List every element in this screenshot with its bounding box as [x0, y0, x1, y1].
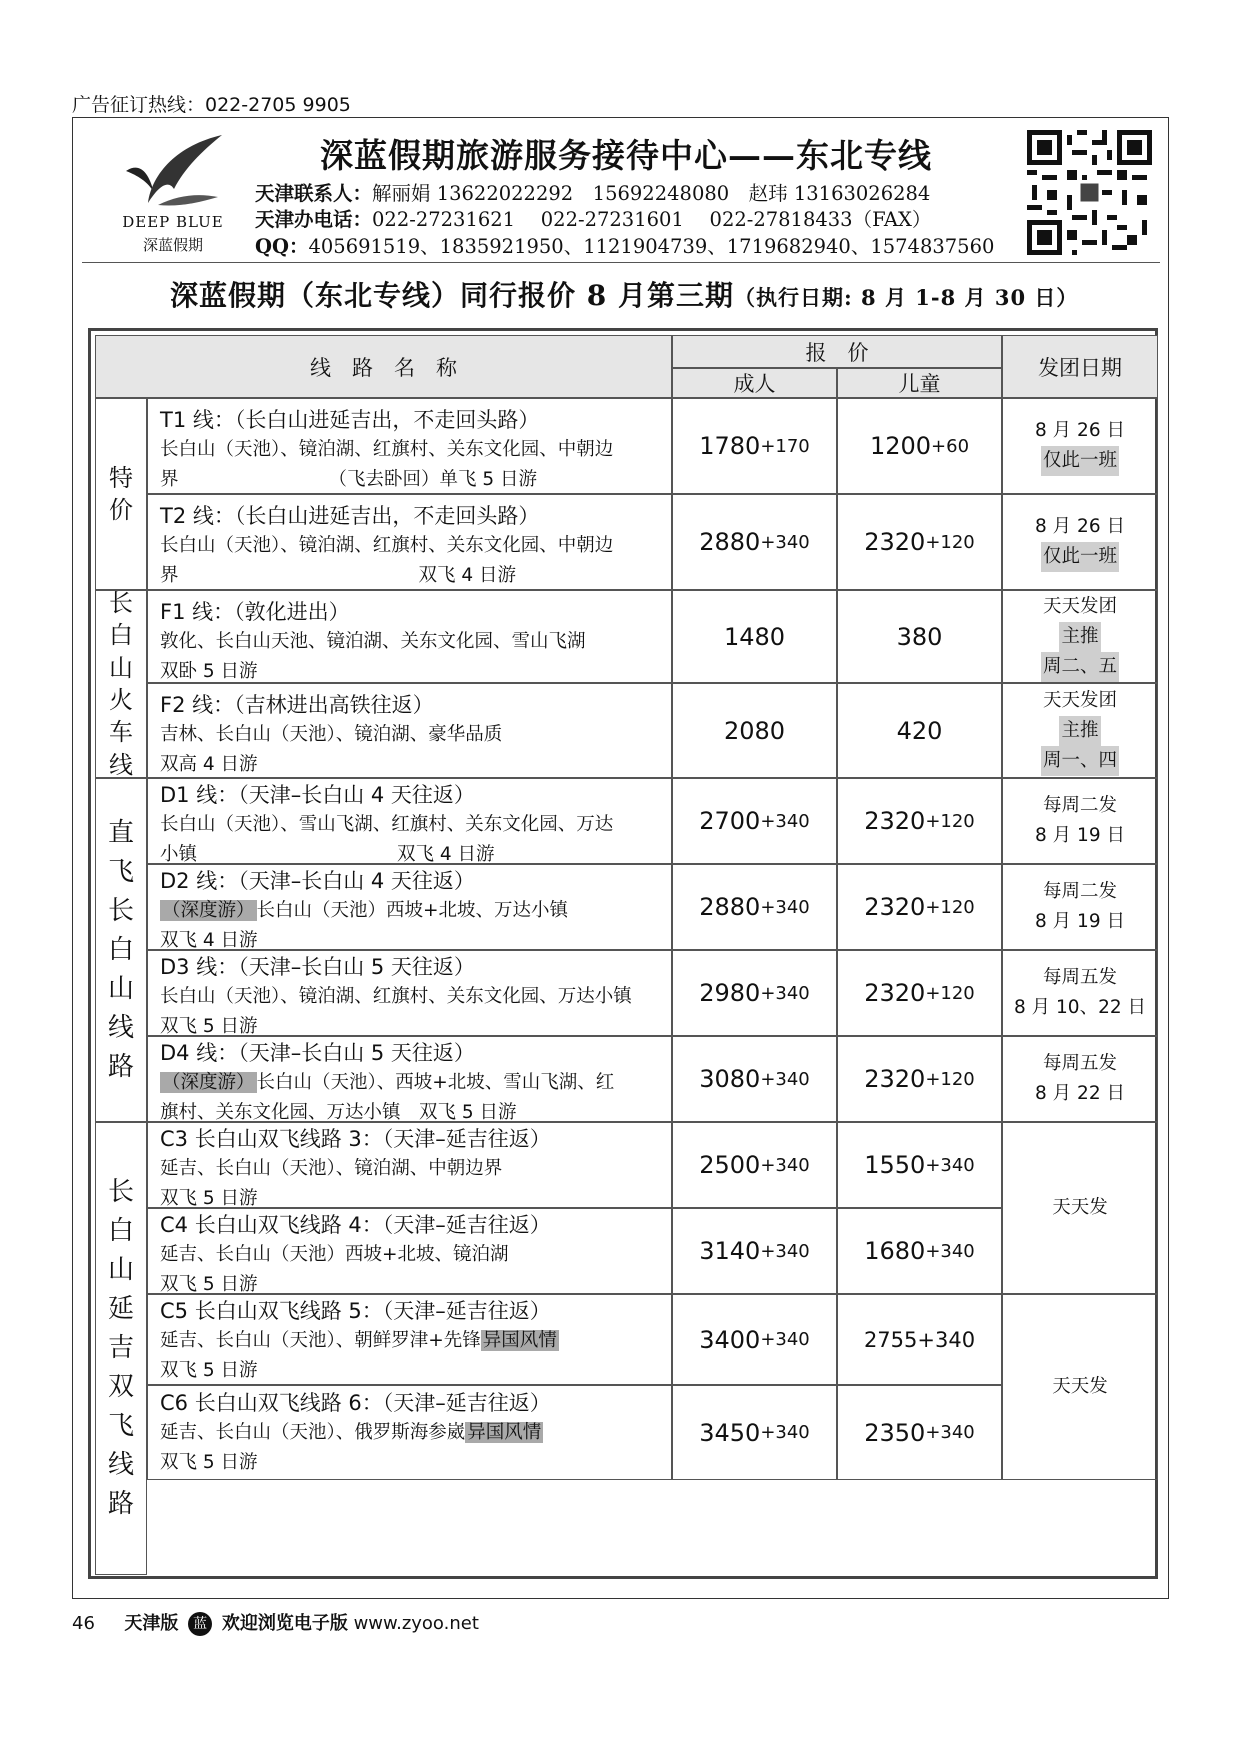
route-f2: F2 线：（吉林进出高铁往返） 吉林、长白山（天池）、镜泊湖、豪华品质 双高 4 日游: [147, 683, 672, 778]
price-child-d2: 2320 +120: [837, 864, 1002, 950]
category-direct-flight: 直 飞 长 白 山 线 路: [95, 778, 147, 1122]
page-number: 46: [72, 1613, 95, 1634]
edition-label: 天津版: [124, 1613, 179, 1634]
page-footer: [72, 1609, 479, 1636]
date-c5-c6: 天天发: [1002, 1294, 1158, 1480]
ad-hotline: 广告征订热线：022-2705 9905: [72, 94, 351, 116]
route-t1: T1 线：（长白山进延吉出，不走回头路） 长白山（天池）、镜泊湖、红旗村、关东文化园、中朝边 界 （飞去卧回）单飞 5 日游: [147, 398, 672, 494]
contact-qq: QQ：405691519、1835921950、1121904739、1719682940、1574837560: [255, 235, 995, 258]
price-adult-f2: 2080: [672, 683, 837, 778]
header-date: 发团日期: [1002, 335, 1158, 398]
price-child-c6: 2350 +340: [837, 1385, 1002, 1480]
date-t1: 8 月 26 日 仅此一班: [1002, 398, 1158, 494]
sail-logo-icon: [118, 133, 228, 213]
price-adult-c3: 2500 +340: [672, 1122, 837, 1208]
header-route: 线 路 名 称: [95, 335, 672, 398]
price-adult-d1: 2700 +340: [672, 778, 837, 864]
route-d2: D2 线：（天津–长白山 4 天往返） （深度游） 长白山（天池）西坡+北坡、万达小镇 双飞 4 日游: [147, 864, 672, 950]
qr-code-icon: [1027, 130, 1152, 255]
price-adult-d3: 2980 +340: [672, 950, 837, 1036]
price-child-t1: 1200 +60: [837, 398, 1002, 494]
website-link[interactable]: www.zyoo.net: [353, 1613, 479, 1634]
issue-title: 深蓝假期（东北专线）同行报价 8 月第三期（执行日期: 8 月 1-8 月 30 日）: [170, 279, 1079, 312]
contact-phones: 天津办电话：022-27231621 022-27231601 022-27818433（FAX）: [255, 208, 932, 231]
deep-blue-logo: [118, 133, 228, 258]
date-c3-c4: 天天发: [1002, 1122, 1158, 1294]
route-d3: D3 线：（天津–长白山 5 天往返） 长白山（天池）、镜泊湖、红旗村、关东文化园、万达小镇 双飞 5 日游: [147, 950, 672, 1036]
date-d3: 每周五发 8 月 10、22 日: [1002, 950, 1158, 1036]
price-child-f1: 380: [837, 590, 1002, 683]
price-adult-d2: 2880 +340: [672, 864, 837, 950]
price-child-c4: 1680 +340: [837, 1208, 1002, 1294]
price-table: [88, 328, 1158, 1579]
org-title: 深蓝假期旅游服务接待中心——东北专线: [320, 136, 932, 175]
route-d1: D1 线：（天津–长白山 4 天往返） 长白山（天池）、雪山飞湖、红旗村、关东文化园、万达 小镇 双飞 4 日游: [147, 778, 672, 864]
route-c6: C6 长白山双飞线路 6：（天津–延吉往返） 延吉、长白山（天池）、俄罗斯海参崴 异国风情 双飞 5 日游: [147, 1385, 672, 1480]
price-child-t2: 2320 +120: [837, 494, 1002, 590]
blue-badge-icon: 蓝: [188, 1612, 212, 1636]
price-adult-t2: 2880 +340: [672, 494, 837, 590]
price-adult-c6: 3450 +340: [672, 1385, 837, 1480]
category-train: 长 白 山 火 车 线: [95, 590, 147, 778]
price-adult-d4: 3080 +340: [672, 1036, 837, 1122]
welcome-text: 欢迎浏览电子版: [221, 1613, 348, 1634]
date-t2: 8 月 26 日 仅此一班: [1002, 494, 1158, 590]
date-f1: 天天发团 主推 周二、五: [1002, 590, 1158, 683]
date-d2: 每周二发 8 月 19 日: [1002, 864, 1158, 950]
route-c4: C4 长白山双飞线路 4：（天津–延吉往返） 延吉、长白山（天池）西坡+北坡、镜泊湖 双飞 5 日游: [147, 1208, 672, 1294]
date-f2: 天天发团 主推 周一、四: [1002, 683, 1158, 778]
header-adult: 成人: [672, 368, 837, 398]
contact-persons: 天津联系人：解丽娟 13622022292 15692248080 赵玮 13163026284: [255, 182, 931, 205]
header-child: 儿童: [837, 368, 1002, 398]
header-price: 报 价: [672, 335, 1002, 368]
logo-english: DEEP BLUE: [122, 213, 224, 231]
route-c3: C3 长白山双飞线路 3：（天津–延吉往返） 延吉、长白山（天池）、镜泊湖、中朝边界 双飞 5 日游: [147, 1122, 672, 1208]
price-adult-c4: 3140 +340: [672, 1208, 837, 1294]
category-special: 特 价: [95, 398, 147, 590]
date-d1: 每周二发 8 月 19 日: [1002, 778, 1158, 864]
date-d4: 每周五发 8 月 22 日: [1002, 1036, 1158, 1122]
price-child-c3: 1550 +340: [837, 1122, 1002, 1208]
category-yanji-flight: 长 白 山 延 吉 双 飞 线 路: [95, 1122, 147, 1575]
price-child-d4: 2320 +120: [837, 1036, 1002, 1122]
price-child-d3: 2320 +120: [837, 950, 1002, 1036]
price-adult-t1: 1780 +170: [672, 398, 837, 494]
price-adult-f1: 1480: [672, 590, 837, 683]
price-child-c5: 2755+340: [837, 1294, 1002, 1385]
price-adult-c5: 3400 +340: [672, 1294, 837, 1385]
price-child-d1: 2320 +120: [837, 778, 1002, 864]
price-child-f2: 420: [837, 683, 1002, 778]
route-c5: C5 长白山双飞线路 5：（天津–延吉往返） 延吉、长白山（天池）、朝鲜罗津+先锋 异国风情 双飞 5 日游: [147, 1294, 672, 1385]
logo-chinese: 深蓝假期: [142, 236, 203, 254]
route-f1: F1 线：（敦化进出） 敦化、长白山天池、镜泊湖、关东文化园、雪山飞湖 双卧 5 日游: [147, 590, 672, 683]
header-divider: [82, 262, 1160, 263]
route-t2: T2 线：（长白山进延吉出，不走回头路） 长白山（天池）、镜泊湖、红旗村、关东文化园、中朝边 界 双飞 4 日游: [147, 494, 672, 590]
route-d4: D4 线：（天津–长白山 5 天往返） （深度游） 长白山（天池）、西坡+北坡、雪山飞湖、红 旗村、关东文化园、万达小镇 双飞 5 日游: [147, 1036, 672, 1122]
